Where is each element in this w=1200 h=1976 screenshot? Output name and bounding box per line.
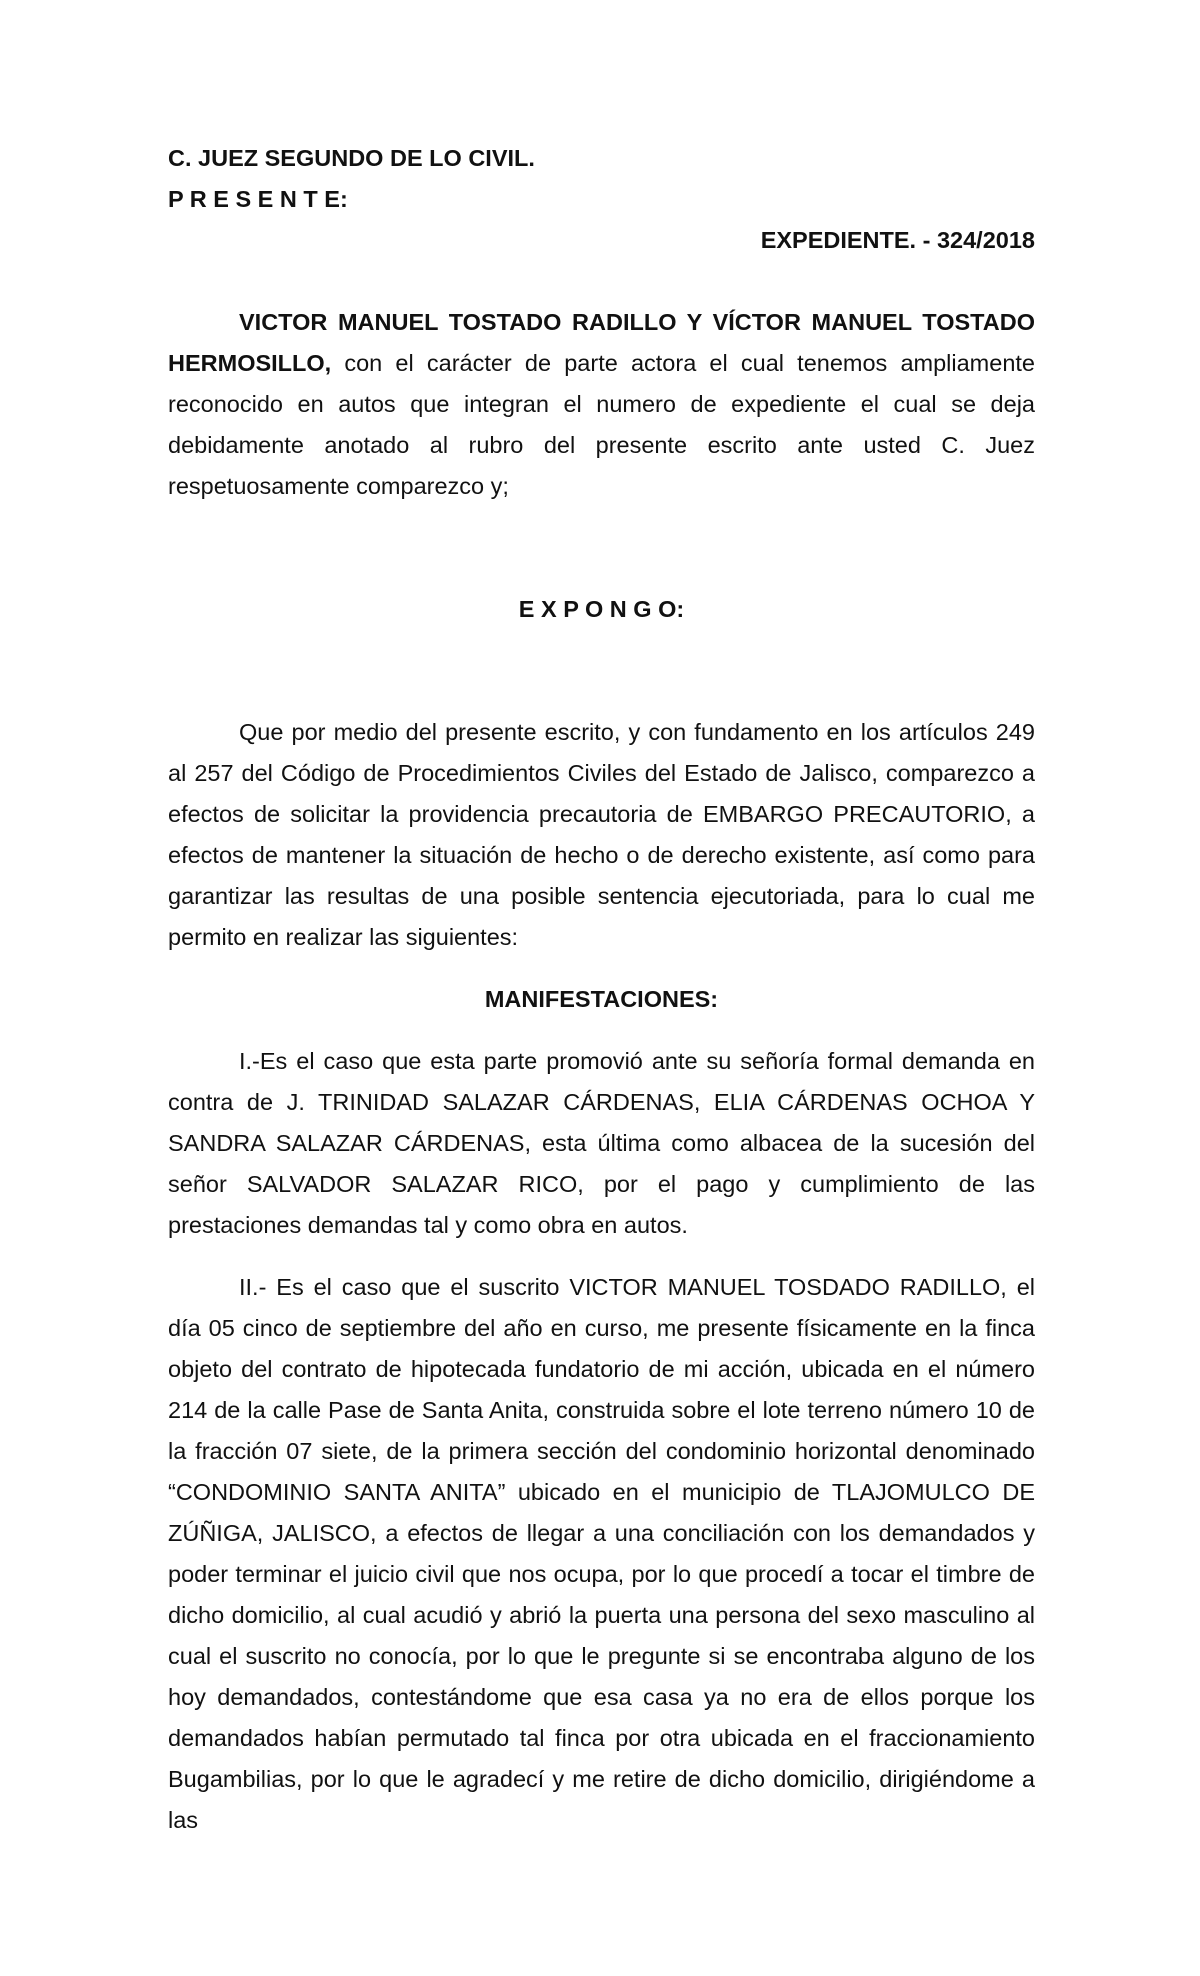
spacer	[168, 1020, 1035, 1041]
spacer	[168, 507, 1035, 589]
intro-paragraph	[168, 302, 1035, 507]
intro-text: con el carácter de parte actora el cual tenemos ampliamente reconocido en autos que integran el numero de expediente el cual se deja debidamente anotado al rubro del presente escrito ante usted C. Juez respetuosamente comparezco y;	[168, 350, 1035, 499]
spacer	[168, 958, 1035, 979]
expongo-heading: E X P O N G O:	[518, 596, 685, 622]
addressee-line: C. JUEZ SEGUNDO DE LO CIVIL.	[168, 145, 535, 171]
spacer	[168, 1246, 1035, 1267]
manifestaciones-heading: MANIFESTACIONES:	[484, 986, 719, 1012]
spacer	[168, 261, 1035, 302]
expediente-number: EXPEDIENTE. - 324/2018	[760, 227, 1035, 253]
expongo-paragraph: Que por medio del presente escrito, y con fundamento en los artículos 249 al 257 del Código de Procedimientos Civiles del Estado de Jalisco, comparezco a efectos de solicitar la providencia precautoria de EMBARGO PRECAUTORIO, a efectos de mantener la situación de hecho o de derecho existente, así como para garantizar las resultas de una posible sentencia ejecutoriada, para lo cual me permito en realizar las siguientes:	[168, 719, 1035, 950]
spacer	[168, 630, 1035, 712]
document-body	[168, 138, 1035, 1841]
plaintiff-names: VICTOR MANUEL TOSTADO RADILLO Y VÍCTOR MANUEL TOSTADO HERMOSILLO,	[168, 309, 1035, 376]
presente-line: P R E S E N T E:	[168, 186, 348, 212]
manifestacion-paragraph-1: I.-Es el caso que esta parte promovió ante su señoría formal demanda en contra de J. TRINIDAD SALAZAR CÁRDENAS, ELIA CÁRDENAS OCHOA Y SANDRA SALAZAR CÁRDENAS, esta última como albacea de la sucesión del señor SALVADOR SALAZAR RICO, por el pago y cumplimiento de las prestaciones demandas tal y como obra en autos.	[168, 1048, 1035, 1238]
manifestacion-paragraph-2: II.- Es el caso que el suscrito VICTOR MANUEL TOSDADO RADILLO, el día 05 cinco de septiembre del año en curso, me presente físicamente en la finca objeto del contrato de hipotecada fundatorio de mi acción, ubicada en el número 214 de la calle Pase de Santa Anita, construida sobre el lote terreno número 10 de la fracción 07 siete, de la primera sección del condominio horizontal denominado “CONDOMINIO SANTA ANITA” ubicado en el municipio de TLAJOMULCO DE ZÚÑIGA, JALISCO, a efectos de llegar a una conciliación con los demandados y poder terminar el juicio civil que nos ocupa, por lo que procedí a tocar el timbre de dicho domicilio, al cual acudió y abrió la puerta una persona del sexo masculino al cual el suscrito no conocía, por lo que le pregunte si se encontraba alguno de los hoy demandados, contestándome que esa casa ya no era de ellos porque los demandados habían permutado tal finca por otra ubicada en el fraccionamiento Bugambilias, por lo que le agradecí y me retire de dicho domicilio, dirigiéndome a las	[168, 1274, 1035, 1833]
